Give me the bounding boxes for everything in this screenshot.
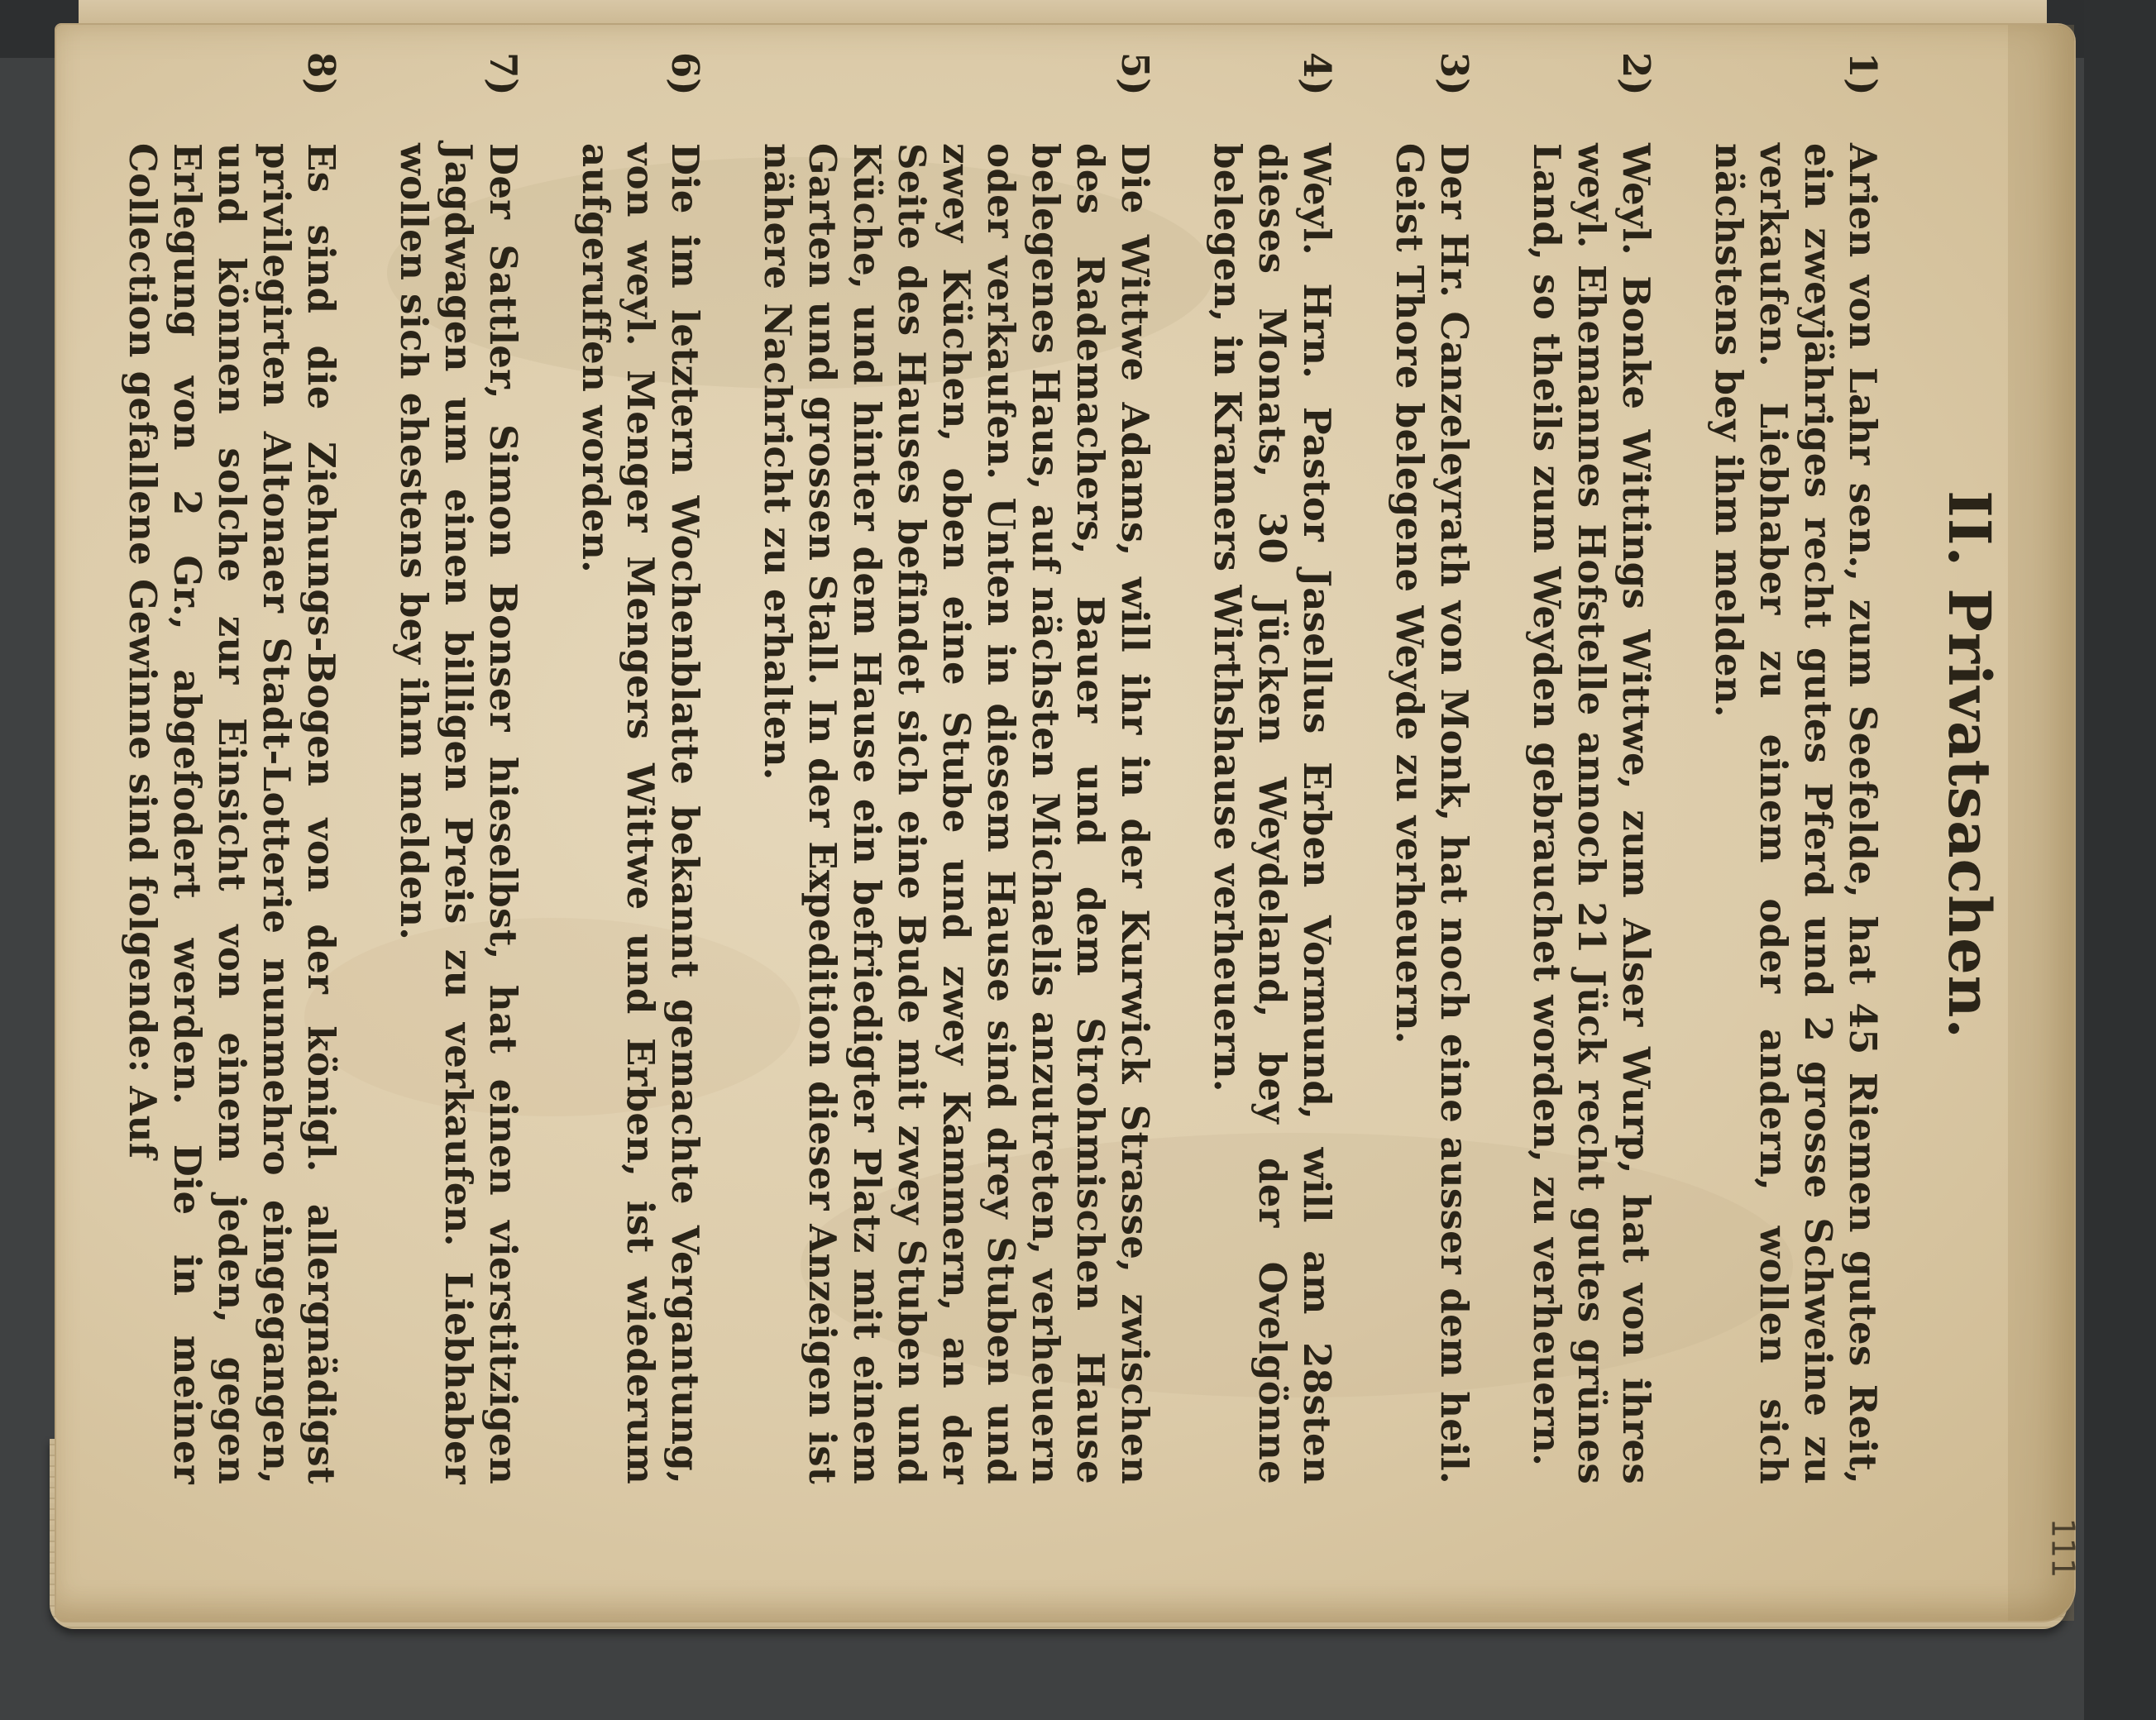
book-page — [56, 25, 2082, 1621]
entry-number: 4) — [1295, 52, 1339, 96]
entry-number: 3) — [1432, 52, 1476, 96]
notice-entry — [391, 45, 525, 1484]
section-heading: II. Privatsachen. — [1935, 490, 2004, 1039]
page-number: 111 — [2044, 1517, 2082, 1579]
entry-text: Der Sattler, Simon Bonser hieselbst, hat einen vierstitzigen Jagdwagen um einen billigen Preis zu verkaufen. Liebhaber wollen sich ehestens bey ihm melden. — [392, 143, 525, 1484]
notice-entry — [1205, 45, 1339, 1484]
page-text-block — [118, 45, 2004, 1484]
entry-text: Weyl. Bonke Wittings Wittwe, zum Alser Wurp, hat von ihres weyl. Ehemannes Hofstelle annoch 21 Jück recht gutes grünes Land, so theils zum Weyden gebrauchet worden, zu verheuern. — [1525, 143, 1658, 1484]
right-backdrop — [2084, 0, 2156, 1720]
entry-number: 6) — [663, 52, 707, 96]
notice-entry — [1387, 45, 1476, 1484]
entry-text: Der Hr. Canzeleyrath von Monk, hat noch eine ausser dem heil. Geist Thore belegene Weyde zu verheuern. — [1388, 143, 1476, 1484]
entry-text: Arien von Lahr sen., zum Seefelde, hat 45 Riemen gutes Reit, ein zweyjähriges recht gutes Pferd und 2 grosse Schweine zu verkaufen. Liebhaber zu einem oder andern, wollen sich nächstens bey ihm melden. — [1707, 143, 1885, 1484]
notice-entry — [1524, 45, 1658, 1484]
notice-entry — [120, 45, 343, 1484]
entry-text: Weyl. Hrn. Pastor Jasellus Erben Vormund, will am 28sten dieses Monats, 30 Jücken Weydeland, bey der Ovelgönne belegen, in Kramers Wirthshause verheuern. — [1206, 143, 1339, 1484]
notice-entry — [1706, 45, 1885, 1484]
notice-entry — [755, 45, 1157, 1484]
entry-text: Die Wittwe Adams, will ihr in der Kurwick Strasse, zwischen des Rademachers, Bauer und dem Strohmischen Hause belegenes Haus, auf nächsten Michaelis anzutreten, verheuern oder verkaufen. Unten in diesem Hause sind drey Stuben und zwey Küchen, oben eine Stube und zwey Kammern, an der Seite des Hauses befindet sich eine Bude mit zwey Stuben und Küche, und hinter dem Hause ein befriedigter Platz mit einem Garten und grossen Stall. In der Expedition dieser Anzeigen ist nähere Nachricht zu erhalten. — [756, 143, 1157, 1484]
entry-number: 5) — [1113, 52, 1157, 96]
entry-number: 1) — [1841, 52, 1885, 96]
entry-number: 2) — [1614, 52, 1658, 96]
entry-number: 7) — [481, 52, 525, 96]
entry-text: Die im letztern Wochenblatte bekannt gemachte Vergantung, von weyl. Menger Mengers Wittwe und Erben, ist wiederum aufgeruffen worden. — [574, 143, 707, 1484]
entry-number: 8) — [299, 52, 343, 96]
notice-entry — [573, 45, 707, 1484]
entry-text: Es sind die Ziehungs-Bogen von der königl. allergnädigst privilegirten Altonaer Stadt-Lotterie nunmehro eingegangen, und können solche zur Einsicht von einem jeden, gegen Erlegung von 2 Gr., abgefodert werden. Die in meiner Collection gefallene Gewinne sind folgende: Auf — [121, 143, 343, 1484]
